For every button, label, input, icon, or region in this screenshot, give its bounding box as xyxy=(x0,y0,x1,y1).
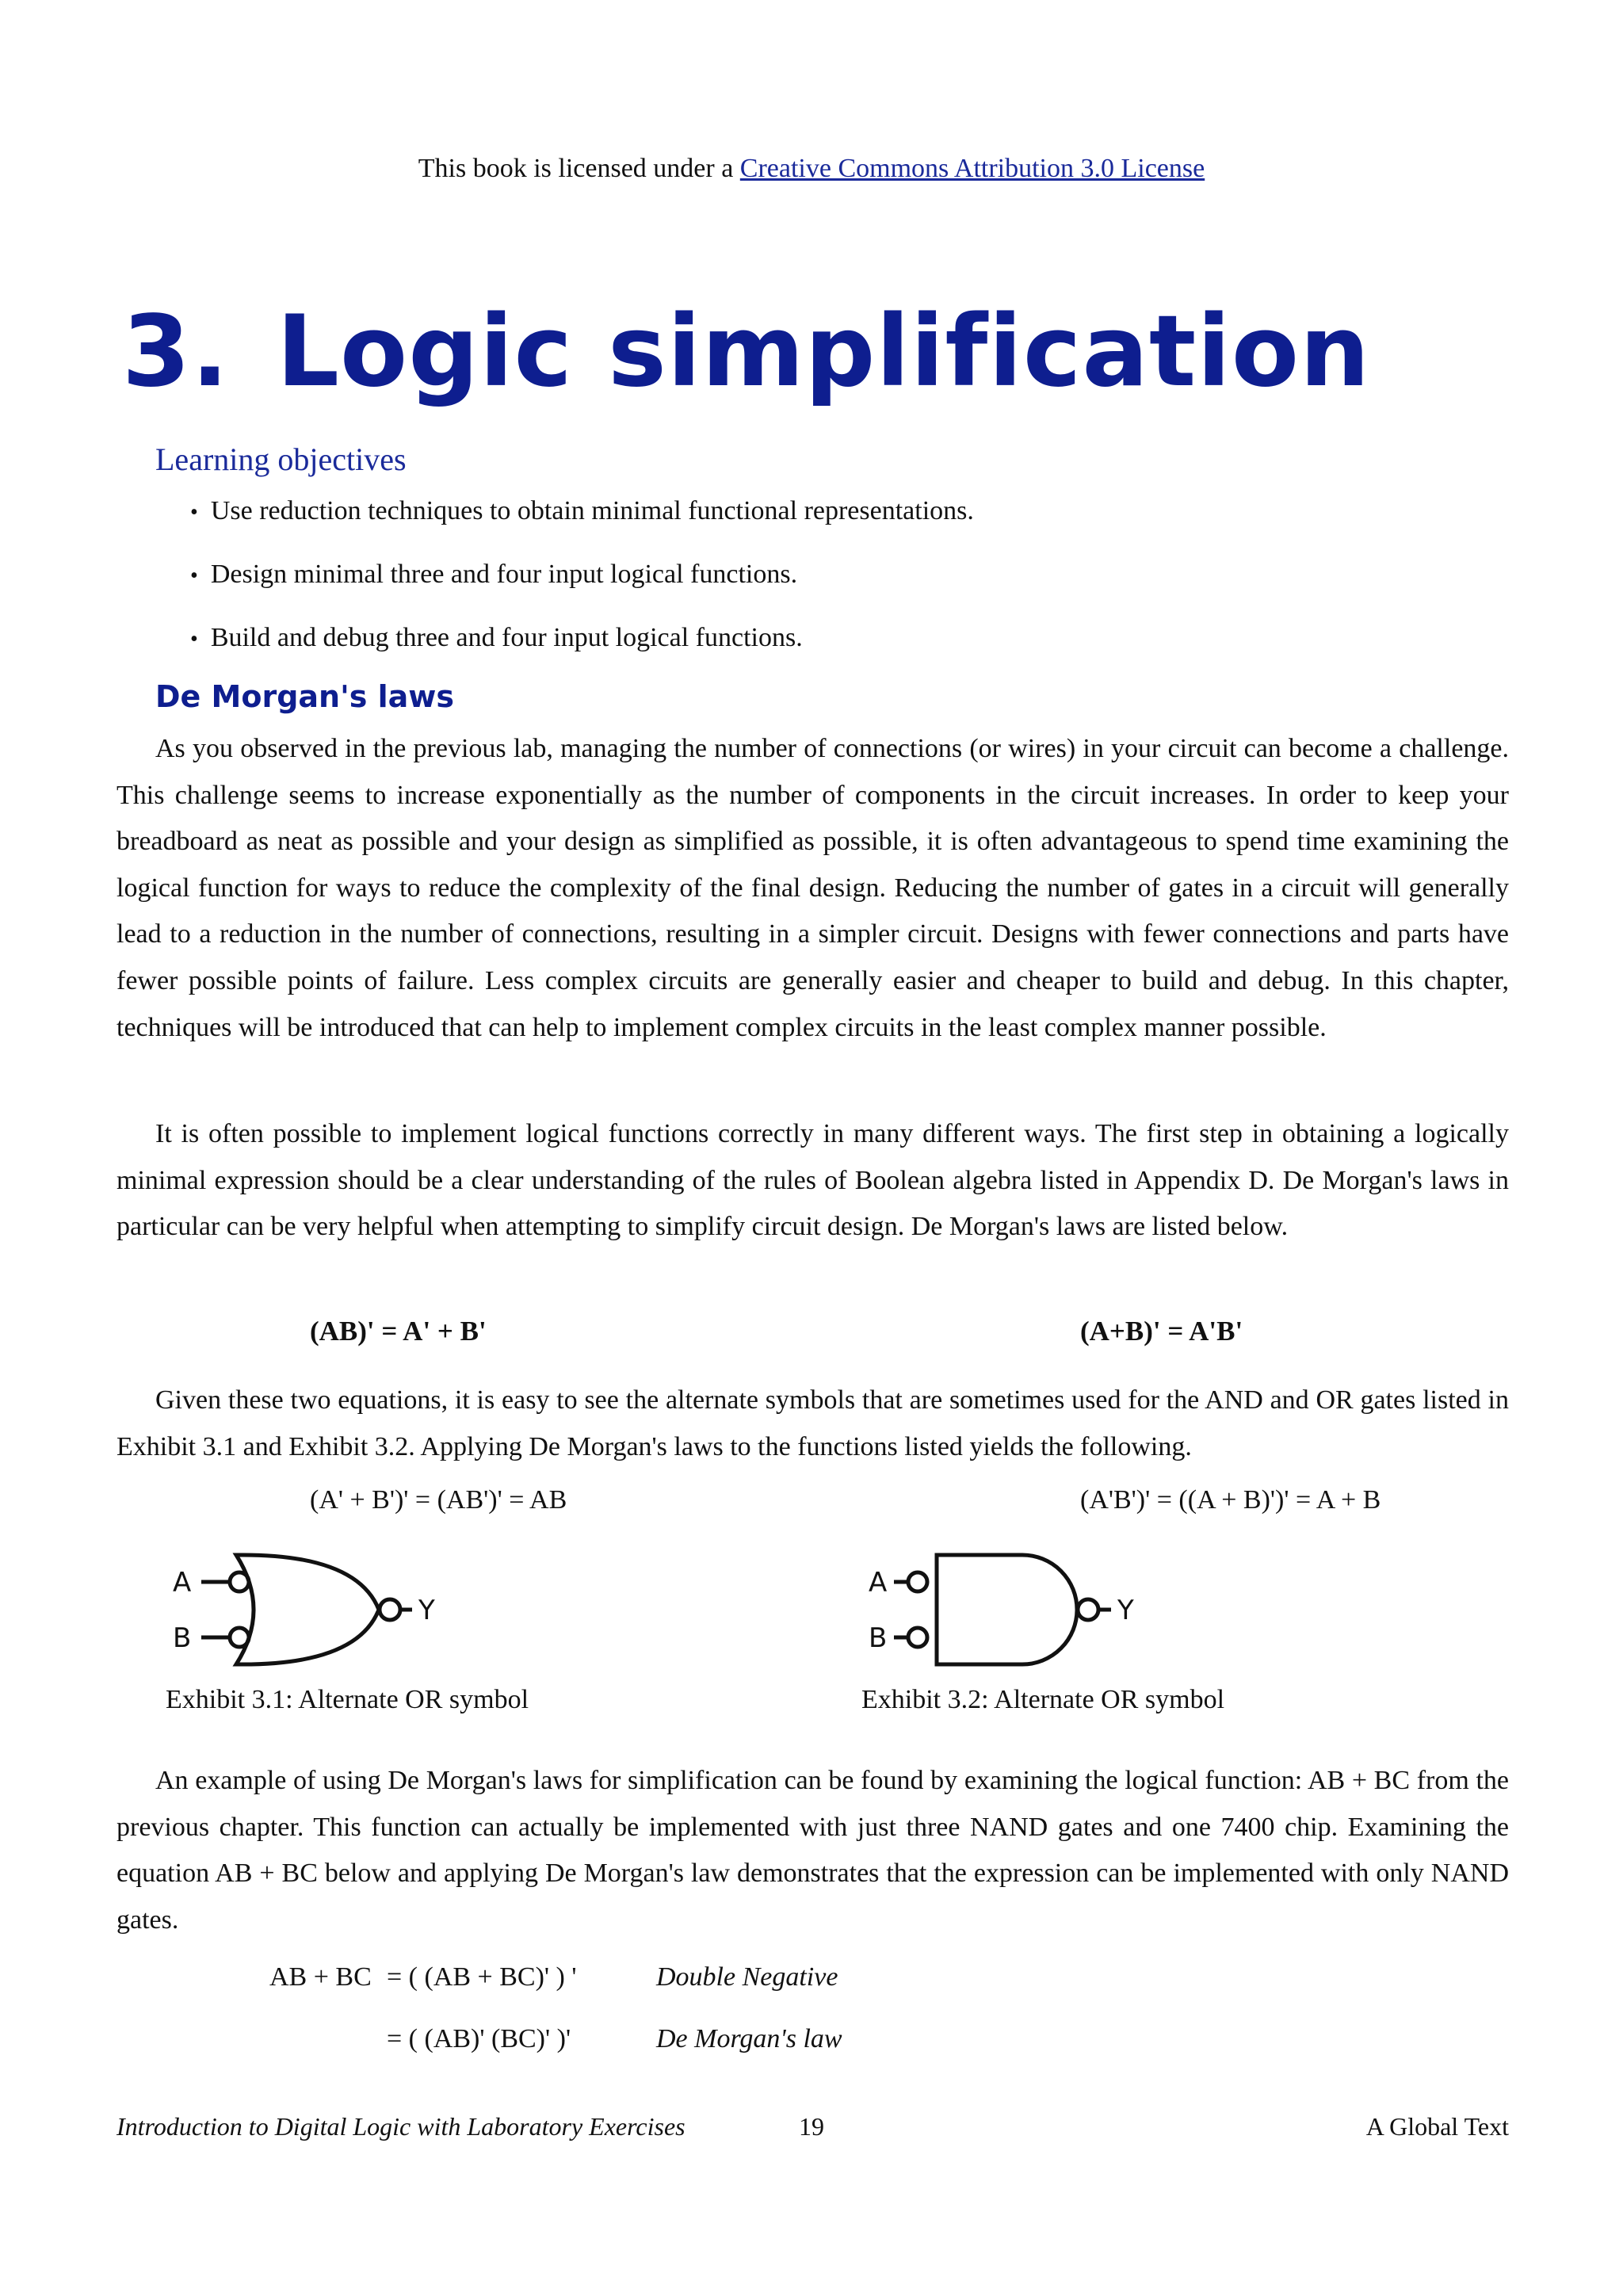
input-a-label: A xyxy=(173,1567,192,1599)
alternate-or-gate-diagram xyxy=(166,1545,452,1680)
output-y-label: Y xyxy=(1117,1595,1134,1626)
exhibit-3-1-caption: Exhibit 3.1: Alternate OR symbol xyxy=(166,1685,529,1714)
de-morgan-law-1: (AB)' = A' + B' xyxy=(310,1316,487,1347)
footer-publisher: A Global Text xyxy=(1365,2112,1509,2141)
equation-1: (A' + B')' = (AB')' = AB xyxy=(310,1485,567,1515)
learning-objectives-list xyxy=(190,491,974,682)
derivation-step-2-note: De Morgan's law xyxy=(656,2024,842,2053)
paragraph-intro: As you observed in the previous lab, managing the number of connections (or wires) in your circuit can become a challenge. This challenge seems to increase exponentially as the number of components in the circuit increases. In order to keep your breadboard as neat as possible and your design as simplified as possible, it is often advantageous to spend time examining the logical function for ways to reduce the complexity of the final design. Reducing the number of gates in a circuit will generally lead to a reduction in the number of connections, resulting in a simpler circuit. Designs with fewer connections and parts have fewer possible points of failure. Less complex circuits are generally easier and cheaper to build and debug. In this chapter, techniques will be introduced that can help to implement complex circuits in the least complex manner possible. xyxy=(116,734,1509,1042)
chapter-title-text: Logic simplification xyxy=(277,295,1371,409)
paragraph-boolean-rules: It is often possible to implement logical functions correctly in many different ways. The first step in obtaining a logically minimal expression should be a clear understanding of the rules of Boolean algebra listed in Appendix D. De Morgan's laws in particular can be very helpful when attempting to simplify circuit design. De Morgan's laws are listed below. xyxy=(116,1119,1509,1242)
chapter-number: 3. xyxy=(122,295,230,409)
de-morgan-heading: De Morgan's laws xyxy=(155,679,454,714)
paragraph-nand-example: An example of using De Morgan's laws for simplification can be found by examining the logical function: AB + BC from the previous chapter. This function can actually be implemented with just three NAND gates and one 7400 chip. Examining the equation AB + BC below and applying De Morgan's law demonstrates that the expression can be implemented with only NAND gates. xyxy=(116,1766,1509,1935)
output-y-label: Y xyxy=(418,1595,435,1626)
exhibit-3-2-caption: Exhibit 3.2: Alternate OR symbol xyxy=(861,1685,1225,1714)
license-notice xyxy=(0,154,1623,184)
derivation-step-2: = ( (AB)' (BC)' )' xyxy=(387,2024,571,2053)
license-prefix: This book is licensed under a xyxy=(418,154,740,183)
input-b-label: B xyxy=(869,1622,888,1654)
footer-book-title: Introduction to Digital Logic with Laboratory Exercises xyxy=(116,2112,685,2141)
learning-objectives-heading: Learning objectives xyxy=(155,441,407,477)
input-a-label: A xyxy=(869,1567,888,1599)
chapter-title xyxy=(122,295,1371,409)
derivation-lhs: AB + BC xyxy=(269,1962,372,1992)
derivation-step-1-note: Double Negative xyxy=(656,1962,838,1992)
derivation-step-1: = ( (AB + BC)' ) ' xyxy=(387,1962,577,1992)
paragraph-alternate-symbols: Given these two equations, it is easy to see the alternate symbols that are sometimes used for the AND and OR gates listed in Exhibit 3.1 and Exhibit 3.2. Applying De Morgan's laws to the functions listed yields the following. xyxy=(116,1385,1509,1461)
objective-item: • Design minimal three and four input logical functions. xyxy=(190,555,974,618)
objective-item: • Use reduction techniques to obtain minimal functional representations. xyxy=(190,491,974,555)
license-link[interactable]: Creative Commons Attribution 3.0 License xyxy=(739,154,1205,183)
input-b-label: B xyxy=(173,1622,192,1654)
de-morgan-law-2: (A+B)' = A'B' xyxy=(1080,1316,1243,1347)
equation-2: (A'B')' = ((A + B)')' = A + B xyxy=(1080,1485,1381,1515)
footer-page-number: 19 xyxy=(799,2112,824,2141)
alternate-and-gate-diagram xyxy=(864,1545,1149,1680)
objective-item: • Build and debug three and four input logical functions. xyxy=(190,618,974,682)
